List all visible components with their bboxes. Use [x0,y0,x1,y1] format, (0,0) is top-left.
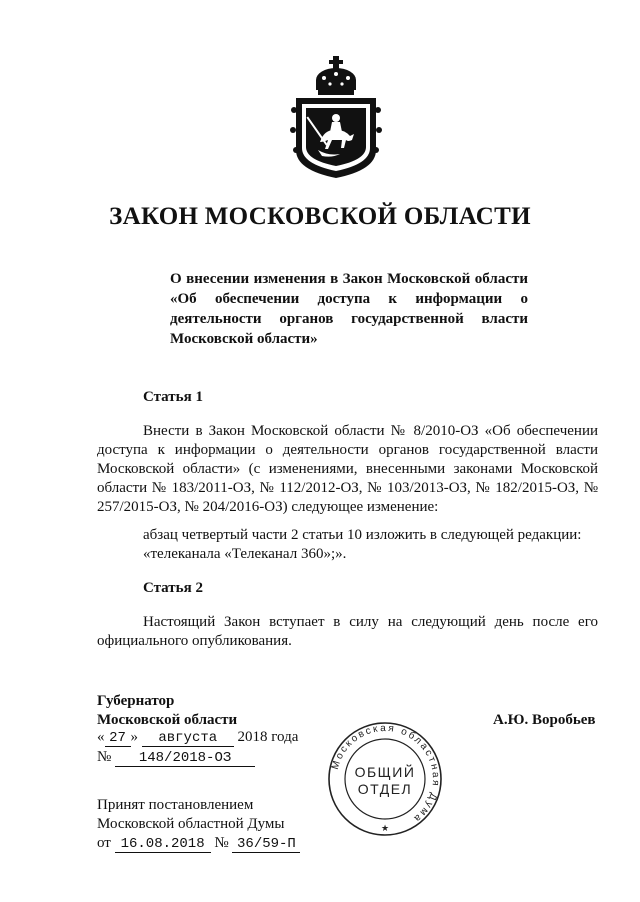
signatory-title-line-2: Московской области [97,712,238,728]
adoption-number-sign: № [214,835,229,851]
date-month: августа [142,731,234,747]
article-2-heading: Статья 2 [143,580,203,596]
date-day: 27 [105,731,131,747]
document-title: ЗАКОН МОСКОВСКОЙ ОБЛАСТИ [109,203,531,230]
stamp-star-icon: ★ [380,823,390,833]
signature-date [97,729,298,747]
adoption-date-number [97,835,300,853]
adoption-date-value: 16.08.2018 [115,837,211,853]
stamp-center-line-1: ОБЩИЙ [354,764,416,780]
law-number-sign: № [97,749,112,765]
article-1-line-2: «телеканала «Телеканал 360»;». [143,546,347,562]
document-subtitle: О внесении изменения в Закон Московской области «Об обеспечении доступа к информации о деятельности органов государственной власти Московской области» [170,271,528,347]
moscow-oblast-coat-of-arms-icon [288,50,384,182]
article-1-paragraph [97,422,598,517]
stamp-ring-text: Московская областная Дума [329,722,442,826]
article-2-paragraph [97,613,598,651]
article-1-text: Внести в Закон Московской области № 8/2010-ОЗ «Об обеспечении доступа к информации о деятельности органов государственной власти Московской области» (с изменениями, внесенными законами Московской области № 183/2011-ОЗ, № 112/2012-ОЗ, № 103/2013-ОЗ, № 182/2015-ОЗ, № 257/2015-ОЗ, № 204/2016-ОЗ) следующее изменение: [97,423,598,515]
duma-general-department-stamp [326,720,444,838]
date-close-quote: » [130,729,138,745]
adoption-from-label: от [97,835,111,851]
adoption-number-value: 36/59-П [232,837,300,853]
law-number [97,749,255,767]
article-1-heading: Статья 1 [143,389,203,405]
date-year: 2018 года [237,729,299,745]
date-open-quote: « [97,729,105,745]
adoption-line-1: Принят постановлением [97,797,254,813]
article-2-text: Настоящий Закон вступает в силу на следующий день после его официального опубликования. [97,614,598,649]
stamp-center-line-2: ОТДЕЛ [357,781,413,797]
law-number-value: 148/2018-ОЗ [115,751,255,767]
adoption-line-2: Московской областной Думы [97,816,285,832]
signatory-name: А.Ю. Воробьев [493,712,596,728]
article-1-line-1: абзац четвертый части 2 статьи 10 изложить в следующей редакции: [143,527,582,543]
signatory-title-line-1: Губернатор [97,693,175,709]
